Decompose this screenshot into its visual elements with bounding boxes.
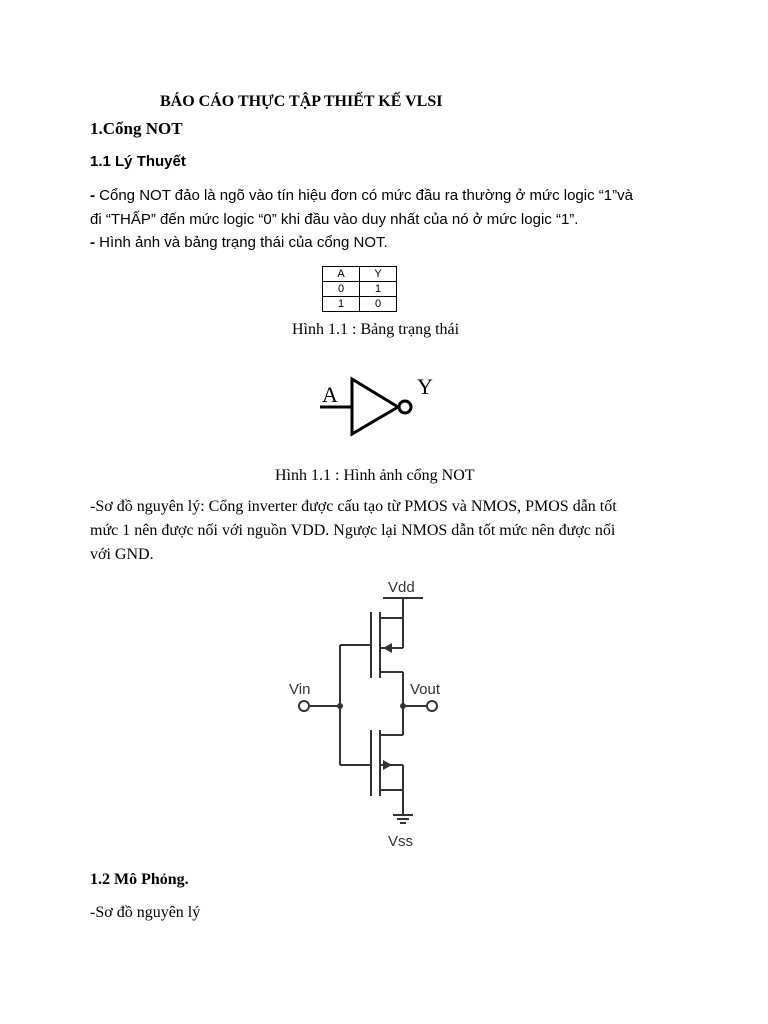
truth-table-cell: 1 — [323, 297, 360, 312]
vin-junction-dot — [337, 703, 343, 709]
theory-text-3: Hình ảnh và bảng trạng thái của cổng NOT. — [95, 234, 388, 251]
not-gate-input-label: A — [322, 382, 338, 407]
vin-label: Vin — [289, 681, 311, 698]
schematic-paragraph-line-1: -Sơ đồ nguyên lý: Cổng inverter được cấu tạo từ PMOS và NMOS, PMOS dẫn tốt — [90, 498, 617, 515]
pmos-arrow — [383, 643, 392, 653]
caption-truth-table: Hình 1.1 : Bảng trạng thái — [292, 321, 460, 338]
vss-label: Vss — [388, 833, 414, 850]
truth-table-cell: 0 — [360, 297, 397, 312]
section-heading-not-gate: 1.Cổng NOT — [90, 119, 183, 138]
report-title: BÁO CÁO THỰC TẬP THIẾT KẾ VLSI — [160, 93, 443, 110]
bullet-dash: - — [90, 187, 95, 204]
vout-junction-dot — [400, 703, 406, 709]
truth-table-header-y: Y — [360, 267, 397, 282]
truth-table-cell: 0 — [323, 282, 360, 297]
caption-not-gate: Hình 1.1 : Hình ảnh cổng NOT — [275, 467, 475, 484]
vout-label: Vout — [410, 681, 441, 698]
schematic-paragraph-line-3: với GND. — [90, 546, 154, 563]
bullet-dash: - — [90, 234, 95, 251]
vdd-label: Vdd — [388, 579, 415, 596]
vin-terminal — [299, 701, 309, 711]
schematic-paragraph-line-2: mức 1 nên được nối với nguồn VDD. Ngược lại NMOS dẫn tốt mức nên được nối — [90, 522, 616, 539]
section-heading-theory: 1.1 Lý Thuyết — [90, 153, 186, 170]
nmos-arrow — [383, 760, 392, 770]
not-gate-output-label: Y — [417, 374, 433, 399]
theory-text-1: Cổng NOT đảo là ngõ vào tín hiệu đơn có mức đầu ra thường ở mức logic “1”và — [95, 187, 633, 204]
truth-table-cell: 1 — [360, 282, 397, 297]
vout-terminal — [427, 701, 437, 711]
simulation-line: -Sơ đồ nguyên lý — [90, 904, 201, 921]
theory-paragraph-line-2: đi “THẤP” đến mức logic “0” khi đầu vào duy nhất của nó ở mức logic “1”. — [90, 211, 579, 228]
section-heading-simulation: 1.2 Mô Phỏng. — [90, 871, 189, 888]
truth-table-header-a: A — [323, 267, 360, 282]
